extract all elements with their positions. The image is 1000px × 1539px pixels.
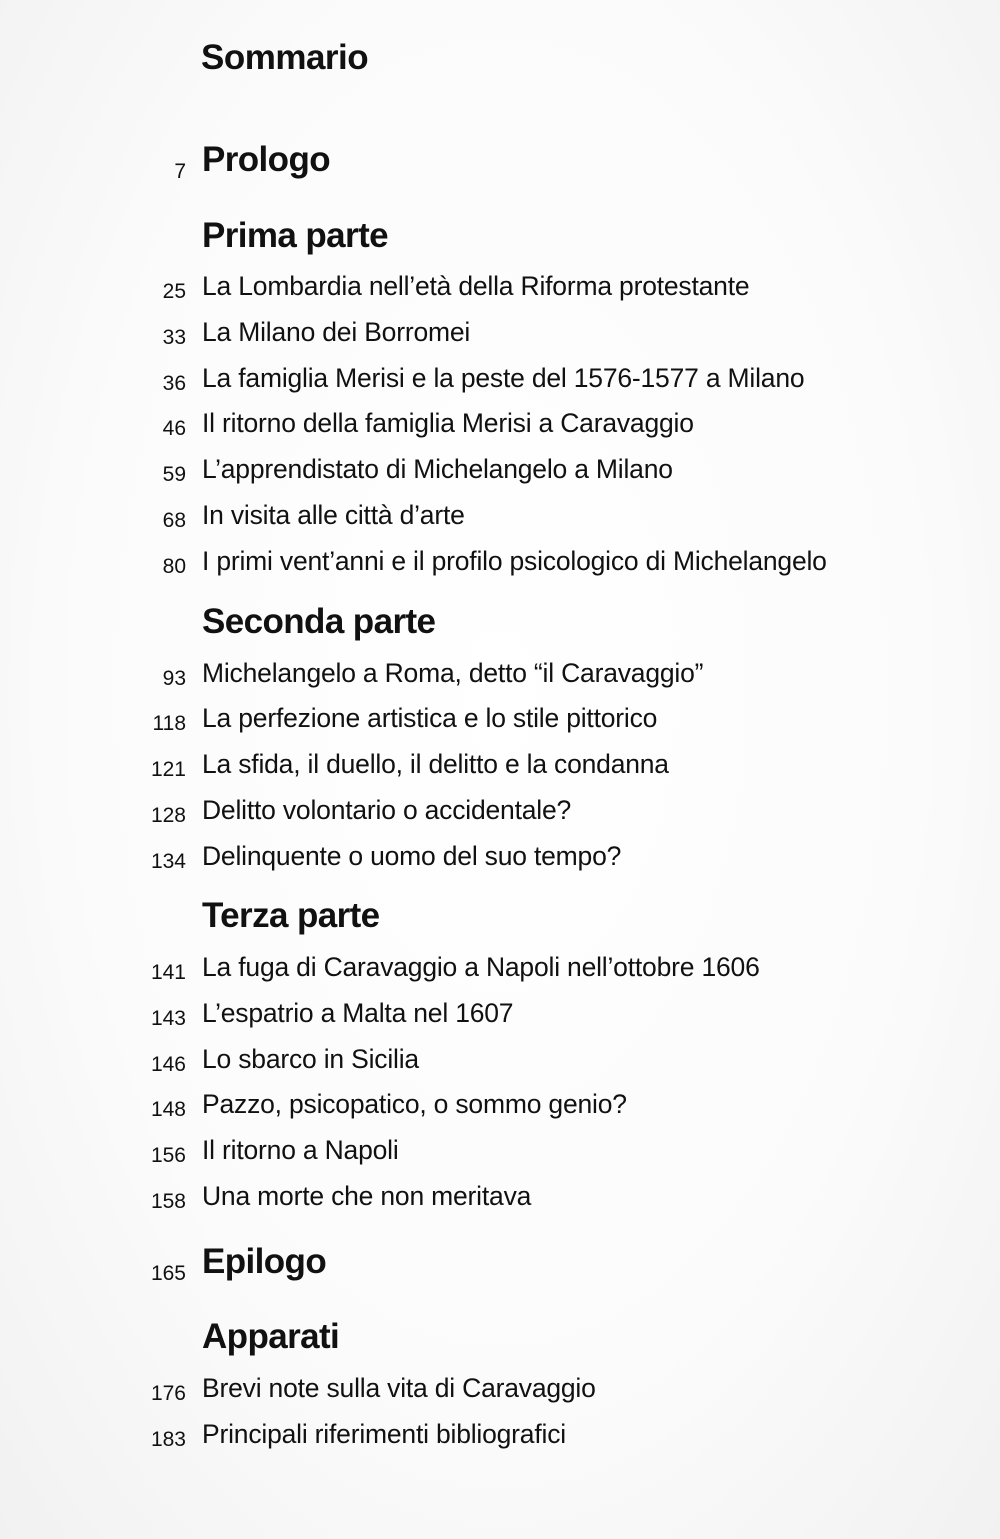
toc-entry[interactable] [0, 838, 1000, 878]
toc-entry[interactable] [0, 1416, 1000, 1456]
toc-entry[interactable] [0, 1370, 1000, 1410]
entry-label: Principali riferimenti bibliografici [202, 1419, 566, 1449]
page-number: 146 [150, 1053, 186, 1076]
toc-entry-epilogue[interactable] [0, 1242, 1000, 1288]
toc-entry[interactable] [0, 360, 1000, 400]
toc-entry[interactable] [0, 949, 1000, 989]
page-number: 176 [150, 1382, 186, 1405]
entry-label: La famiglia Merisi e la peste del 1576-1577 a Milano [202, 363, 805, 393]
page-number: 25 [162, 280, 186, 303]
toc-entry[interactable] [0, 792, 1000, 832]
toc-entry[interactable] [0, 746, 1000, 786]
entry-label: Delitto volontario o accidentale? [202, 795, 572, 825]
page-number: 36 [162, 372, 186, 395]
page-number: 128 [150, 804, 186, 827]
toc-entry[interactable] [0, 1041, 1000, 1081]
page-number: 134 [150, 850, 186, 873]
page-title: Sommario [201, 38, 369, 77]
page-number: 148 [150, 1098, 186, 1121]
entry-label: Lo sbarco in Sicilia [202, 1044, 419, 1074]
entry-label: L’apprendistato di Michelangelo a Milano [202, 454, 673, 484]
page-number: 33 [162, 326, 186, 349]
entry-label: Il ritorno a Napoli [202, 1135, 399, 1165]
page-number: 80 [162, 555, 186, 578]
page-number: 156 [150, 1144, 186, 1167]
page-number: 118 [152, 712, 186, 735]
entry-label: Pazzo, psicopatico, o sommo genio? [202, 1089, 627, 1119]
toc-entry[interactable] [0, 655, 1000, 695]
toc-entry[interactable] [0, 995, 1000, 1035]
page-number: 7 [174, 160, 186, 183]
entry-label: Michelangelo a Roma, detto “il Caravaggio” [202, 658, 704, 688]
toc-entry[interactable] [0, 1086, 1000, 1126]
page-number: 46 [162, 417, 186, 440]
entry-label: In visita alle città d’arte [202, 500, 465, 530]
page-number: 93 [162, 667, 186, 690]
entry-label: La Milano dei Borromei [202, 317, 471, 347]
entry-label: Epilogo [202, 1242, 327, 1281]
toc-entry[interactable] [0, 497, 1000, 537]
page-number: 158 [150, 1190, 186, 1213]
entry-label: Prologo [202, 140, 331, 179]
entry-label: Brevi note sulla vita di Caravaggio [202, 1373, 596, 1403]
toc-entry[interactable] [0, 314, 1000, 354]
entry-label: Delinquente o uomo del suo tempo? [202, 841, 622, 871]
toc-entry[interactable] [0, 700, 1000, 740]
entry-label: Il ritorno della famiglia Merisi a Caravaggio [202, 408, 694, 438]
page-number: 165 [150, 1262, 186, 1285]
entry-label: Una morte che non meritava [202, 1181, 532, 1211]
section-heading-appendix: Apparati [202, 1317, 340, 1356]
page-number: 59 [162, 463, 186, 486]
toc-entry[interactable] [0, 1178, 1000, 1218]
entry-label: La Lombardia nell’età della Riforma protestante [202, 271, 750, 301]
section-heading-part-3: Terza parte [202, 896, 380, 935]
toc-entry[interactable] [0, 543, 1000, 583]
entry-label: L’espatrio a Malta nel 1607 [202, 998, 514, 1028]
entry-label: I primi vent’anni e il profilo psicologico di Michelangelo [202, 546, 827, 576]
entry-label: La sfida, il duello, il delitto e la condanna [202, 749, 669, 779]
page-number: 143 [150, 1007, 186, 1030]
toc-entry[interactable] [0, 451, 1000, 491]
page-number: 183 [150, 1428, 186, 1451]
page-number: 121 [150, 758, 186, 781]
section-heading-part-1: Prima parte [202, 216, 388, 255]
toc-entry[interactable] [0, 1132, 1000, 1172]
section-heading-part-2: Seconda parte [202, 602, 436, 641]
toc-entry[interactable] [0, 405, 1000, 445]
entry-label: La fuga di Caravaggio a Napoli nell’ottobre 1606 [202, 952, 760, 982]
entry-label: La perfezione artistica e lo stile pittorico [202, 703, 658, 733]
toc-entry-prologue[interactable] [0, 140, 1000, 186]
page-number: 68 [162, 509, 186, 532]
page-number: 141 [150, 961, 186, 984]
toc-entry[interactable] [0, 268, 1000, 308]
